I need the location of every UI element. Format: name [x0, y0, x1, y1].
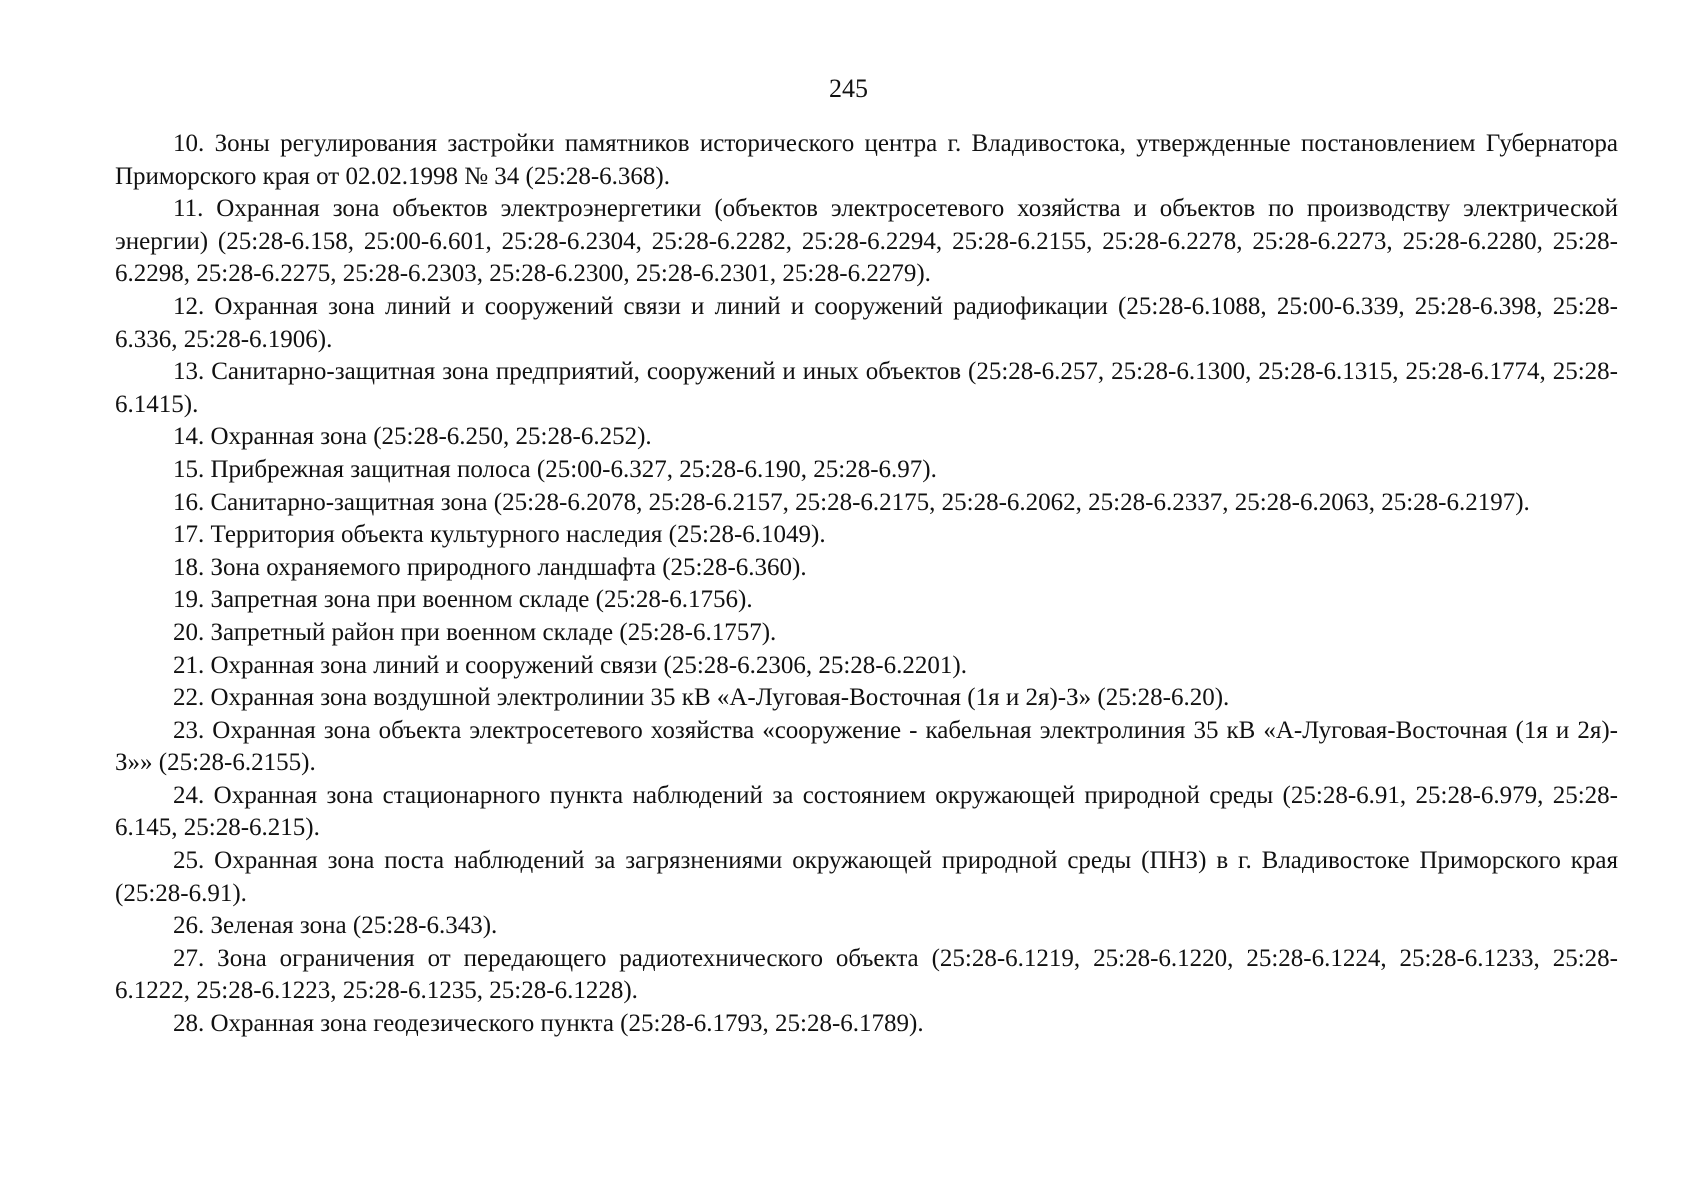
list-item-21: 21. Охранная зона линий и сооружений связи (25:28-6.2306, 25:28-6.2201). — [173, 651, 967, 679]
list-item-13: 13. Санитарно-защитная зона предприятий, сооружений и иных объектов (25:28-6.257, 25:28-6.1300, 25:28-6.1315, 25:28-6.1774, 25:28-6.1415). — [115, 358, 1618, 418]
list-item-16: 16. Санитарно-защитная зона (25:28-6.2078, 25:28-6.2157, 25:28-6.2175, 25:28-6.2062, 25:28-6.2337, 25:28-6.2063, 25:28-6.2197). — [173, 488, 1530, 516]
page-number: 245 — [829, 74, 868, 103]
list-item-11: 11. Охранная зона объектов электроэнергетики (объектов электросетевого хозяйства и объектов по производству электрической энергии) (25:28-6.158, 25:00-6.601, 25:28-6.2304, 25:28-6.2282, 25:28-6.2294, 25:28-6.2155, 25:28-6.2278, 25:28-6.2273, 25:28-6.2280, 25:28-6.2298, 25:28-6.2275, 25:28-6.2303, 25:28-6.2300, 25:28-6.2301, 25:28-6.2279). — [115, 195, 1618, 288]
document-body — [115, 128, 1618, 1041]
list-item-23: 23. Охранная зона объекта электросетевого хозяйства «сооружение - кабельная электролиния 35 кВ «А-Луговая-Восточная (1я и 2я)-З»» (25:28-6.2155). — [115, 716, 1618, 777]
list-item-26: 26. Зеленая зона (25:28-6.343). — [173, 912, 498, 940]
list-item-25: 25. Охранная зона поста наблюдений за загрязнениями окружающей природной среды (ПНЗ) в г. Владивостоке Приморского края (25:28-6.91). — [115, 847, 1618, 907]
list-item-20: 20. Запретный район при военном складе (25:28-6.1757). — [173, 618, 777, 646]
list-item-24: 24. Охранная зона стационарного пункта наблюдений за состоянием окружающей природной среды (25:28-6.91, 25:28-6.979, 25:28-6.145, 25:28-6.215). — [115, 781, 1618, 842]
list-item-15: 15. Прибрежная защитная полоса (25:00-6.327, 25:28-6.190, 25:28-6.97). — [173, 455, 937, 483]
list-item-27: 27. Зона ограничения от передающего радиотехнического объекта (25:28-6.1219, 25:28-6.1220, 25:28-6.1224, 25:28-6.1233, 25:28-6.1222, 25:28-6.1223, 25:28-6.1235, 25:28-6.1228). — [115, 944, 1618, 1005]
list-item-12: 12. Охранная зона линий и сооружений связи и линий и сооружений радиофикации (25:28-6.1088, 25:00-6.339, 25:28-6.398, 25:28-6.336, 25:28-6.1906). — [115, 292, 1618, 353]
list-item-17: 17. Территория объекта культурного наследия (25:28-6.1049). — [173, 521, 826, 549]
list-item-10: 10. Зоны регулирования застройки памятников исторического центра г. Владивостока, утвержденные постановлением Губернатора Приморского края от 02.02.1998 № 34 (25:28-6.368). — [115, 130, 1618, 190]
list-item-19: 19. Запретная зона при военном складе (25:28-6.1756). — [173, 586, 753, 614]
list-item-22: 22. Охранная зона воздушной электролинии 35 кВ «А-Луговая-Восточная (1я и 2я)-З» (25:28-6.20). — [173, 684, 1230, 712]
list-item-18: 18. Зона охраняемого природного ландшафта (25:28-6.360). — [173, 553, 807, 581]
list-item-28: 28. Охранная зона геодезического пункта (25:28-6.1793, 25:28-6.1789). — [173, 1010, 924, 1038]
list-item-14: 14. Охранная зона (25:28-6.250, 25:28-6.252). — [173, 423, 652, 451]
